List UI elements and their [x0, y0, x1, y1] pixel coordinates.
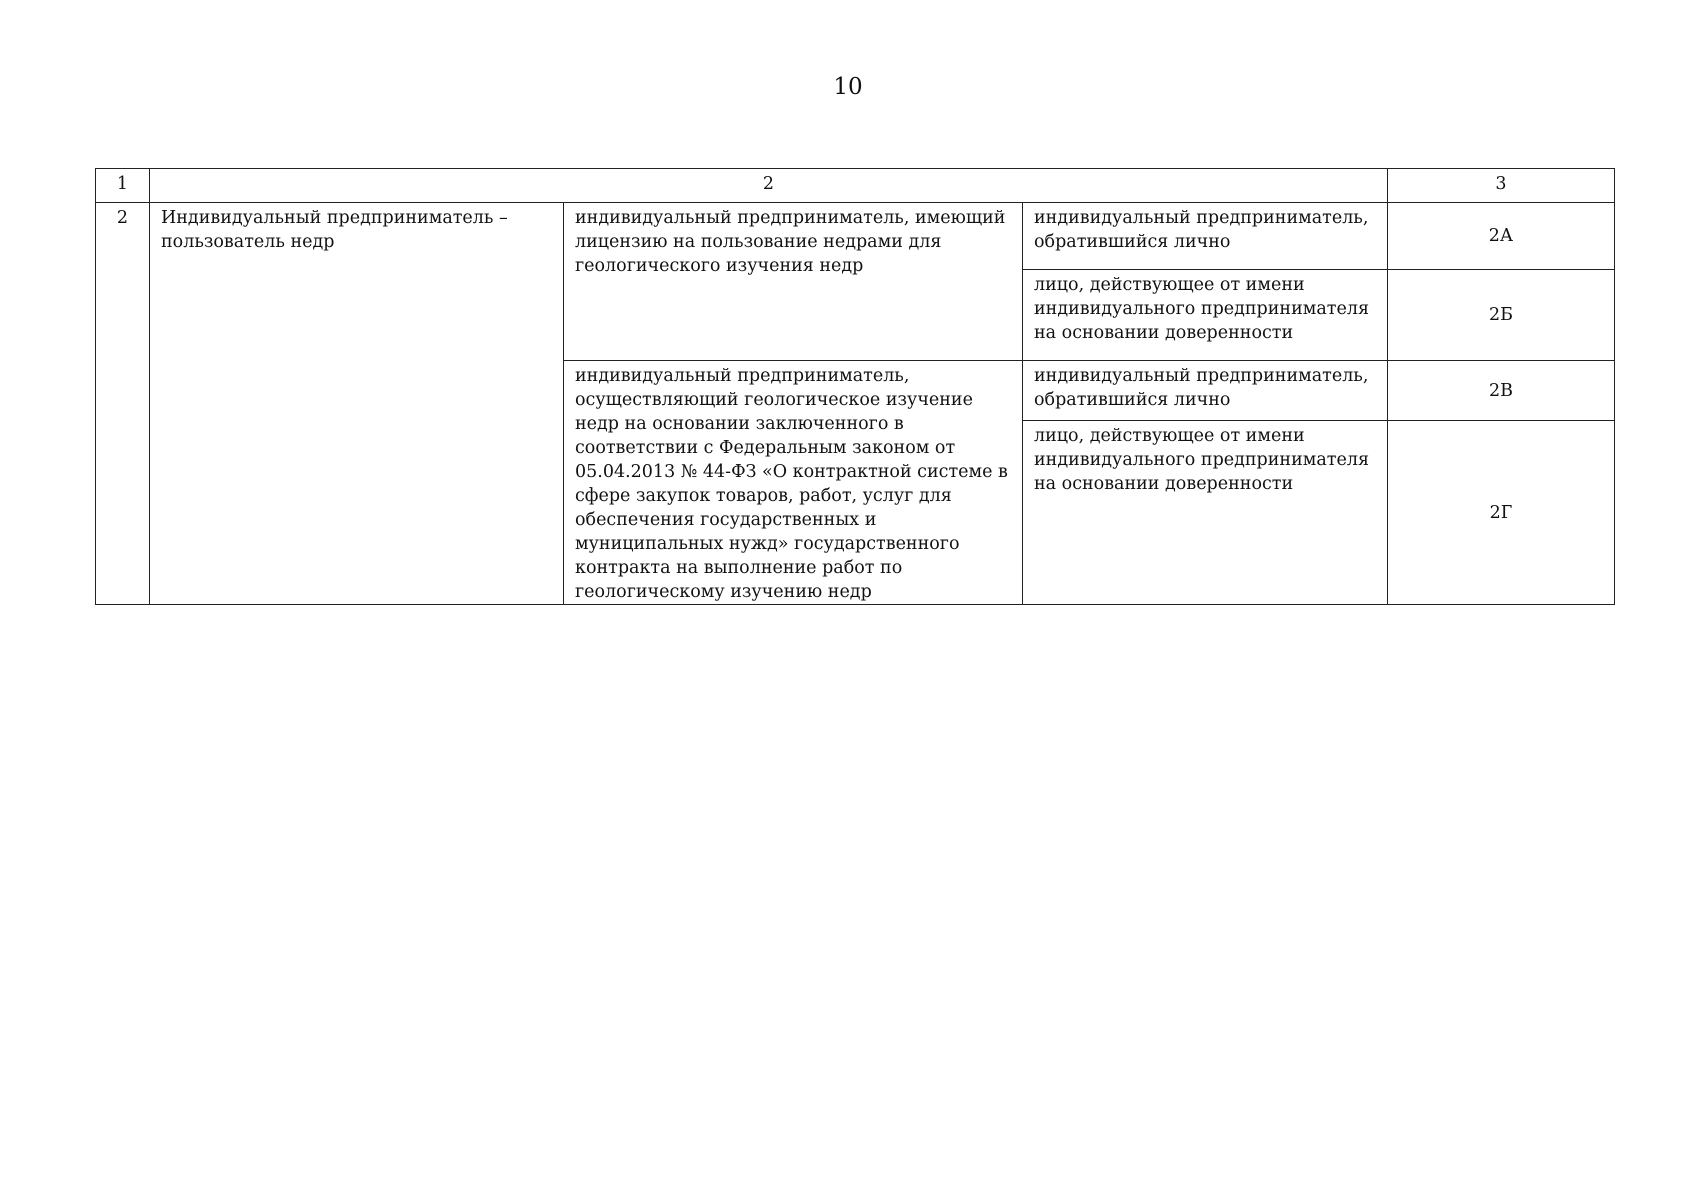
code-2b: 2Б	[1388, 270, 1615, 361]
header-col-1: 1	[96, 169, 150, 203]
group-2-description: индивидуальный предприниматель, осуществляющий геологическое изучение недр на основании заключенного в соответствии с Федеральным законом от 05.04.2013 № 44-ФЗ «О контрактной системе в сфере закупок товаров, работ, услуг для обеспечения государственных и муниципальных нужд» государственного контракта на выполнение работ по геологическому изучению недр	[564, 361, 1023, 605]
table-row	[96, 203, 1615, 270]
row-category: Индивидуальный предприниматель – пользователь недр	[150, 203, 564, 605]
group-1-description: индивидуальный предприниматель, имеющий лицензию на пользование недрами для геологического изучения недр	[564, 203, 1023, 361]
group-2-applicant-1: индивидуальный предприниматель, обратившийся лично	[1023, 361, 1388, 421]
group-1-applicant-2: лицо, действующее от имени индивидуального предпринимателя на основании доверенности	[1023, 270, 1388, 361]
group-1-applicant-1: индивидуальный предприниматель, обратившийся лично	[1023, 203, 1388, 270]
classification-table	[95, 168, 1615, 605]
header-col-3: 3	[1388, 169, 1615, 203]
code-2v: 2В	[1388, 361, 1615, 421]
page-number: 10	[833, 74, 863, 100]
header-col-2: 2	[150, 169, 1388, 203]
row-number: 2	[96, 203, 150, 605]
table-header-row	[96, 169, 1615, 203]
code-2a: 2А	[1388, 203, 1615, 270]
code-2g: 2Г	[1388, 421, 1615, 605]
group-2-applicant-2: лицо, действующее от имени индивидуального предпринимателя на основании доверенности	[1023, 421, 1388, 605]
